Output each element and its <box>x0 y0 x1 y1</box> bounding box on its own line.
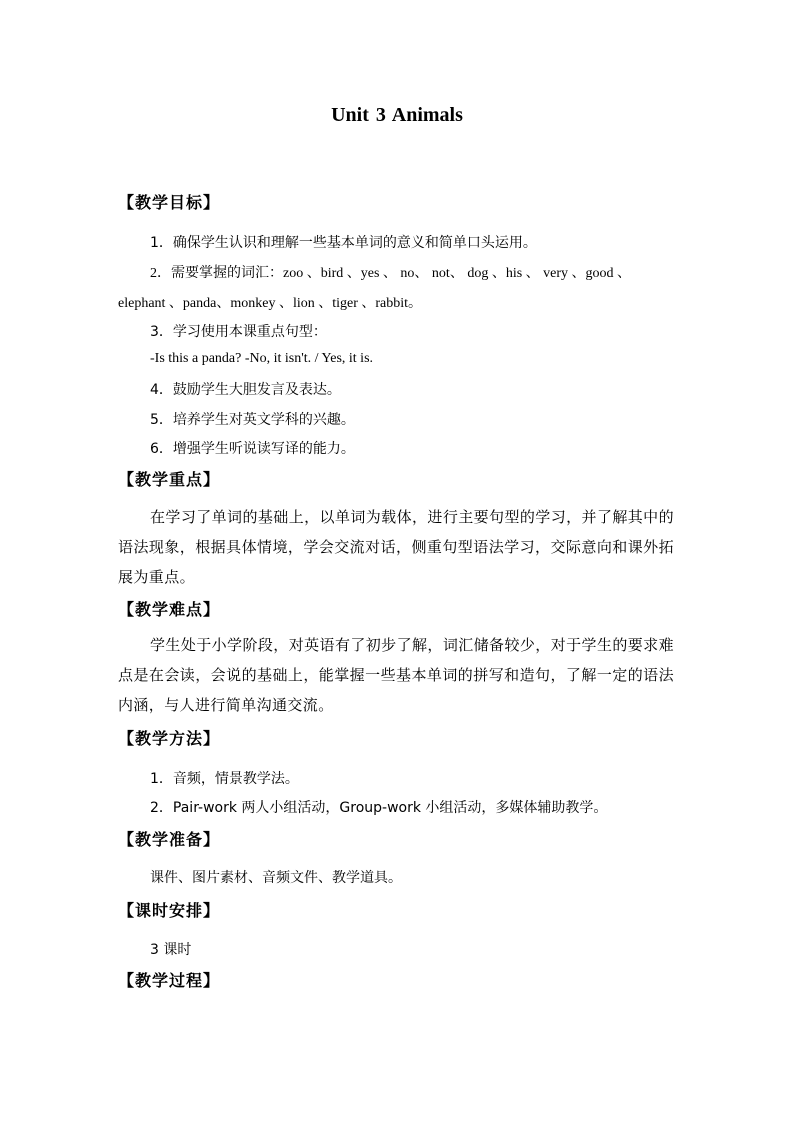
section-heading-preparation: 【教学准备】 <box>118 830 221 849</box>
objective-item-6: 6．增强学生听说读写译的能力。 <box>150 441 355 457</box>
objective-item-1: 1．确保学生认识和理解一些基本单词的意义和简单口头运用。 <box>150 235 537 251</box>
schedule-text: 3 课时 <box>150 942 192 958</box>
section-heading-schedule: 【课时安排】 <box>118 901 221 920</box>
preparation-text: 课件、图片素材、音频文件、教学道具。 <box>150 870 402 886</box>
difficulties-paragraph: 学生处于小学阶段，对英语有了初步了解，词汇储备较少，对于学生的要求难点是在会读，会说的基础上，能掌握一些基本单词的拼写和造句，了解一定的语法内涵，与人进行简单沟通交流。 <box>118 636 674 714</box>
section-heading-methods: 【教学方法】 <box>118 729 221 748</box>
page-title: Unit 3 Animals <box>331 104 463 126</box>
method-item-1: 1．音频，情景教学法。 <box>150 771 299 787</box>
objective-sentence-pattern: -Is this a panda? -No, it isn't. / Yes, it is. <box>150 351 374 366</box>
objective-item-4: 4．鼓励学生大胆发言及表达。 <box>150 382 341 398</box>
key-points-paragraph: 在学习了单词的基础上，以单词为载体，进行主要句型的学习，并了解其中的语法现象，根据具体情境，学会交流对话，侧重句型语法学习，交际意向和课外拓展为重点。 <box>118 508 674 586</box>
section-heading-key-points: 【教学重点】 <box>118 470 221 489</box>
section-heading-difficulties: 【教学难点】 <box>118 600 221 619</box>
method-item-2: 2．Pair-work 两人小组活动，Group-work 小组活动，多媒体辅助教学。 <box>150 800 608 816</box>
section-heading-objectives: 【教学目标】 <box>118 193 221 212</box>
section-heading-process: 【教学过程】 <box>118 971 221 990</box>
objective-item-3: 3．学习使用本课重点句型： <box>150 324 327 340</box>
objective-item-5: 5．培养学生对英文学科的兴趣。 <box>150 412 355 428</box>
objective-item-2-continued: elephant 、panda、monkey 、lion 、tiger 、rabbit。 <box>118 296 423 311</box>
objective-item-2: 2．需要掌握的词汇：zoo 、bird 、yes 、 no、 not、 dog 、his 、 very 、good 、 <box>150 266 632 281</box>
